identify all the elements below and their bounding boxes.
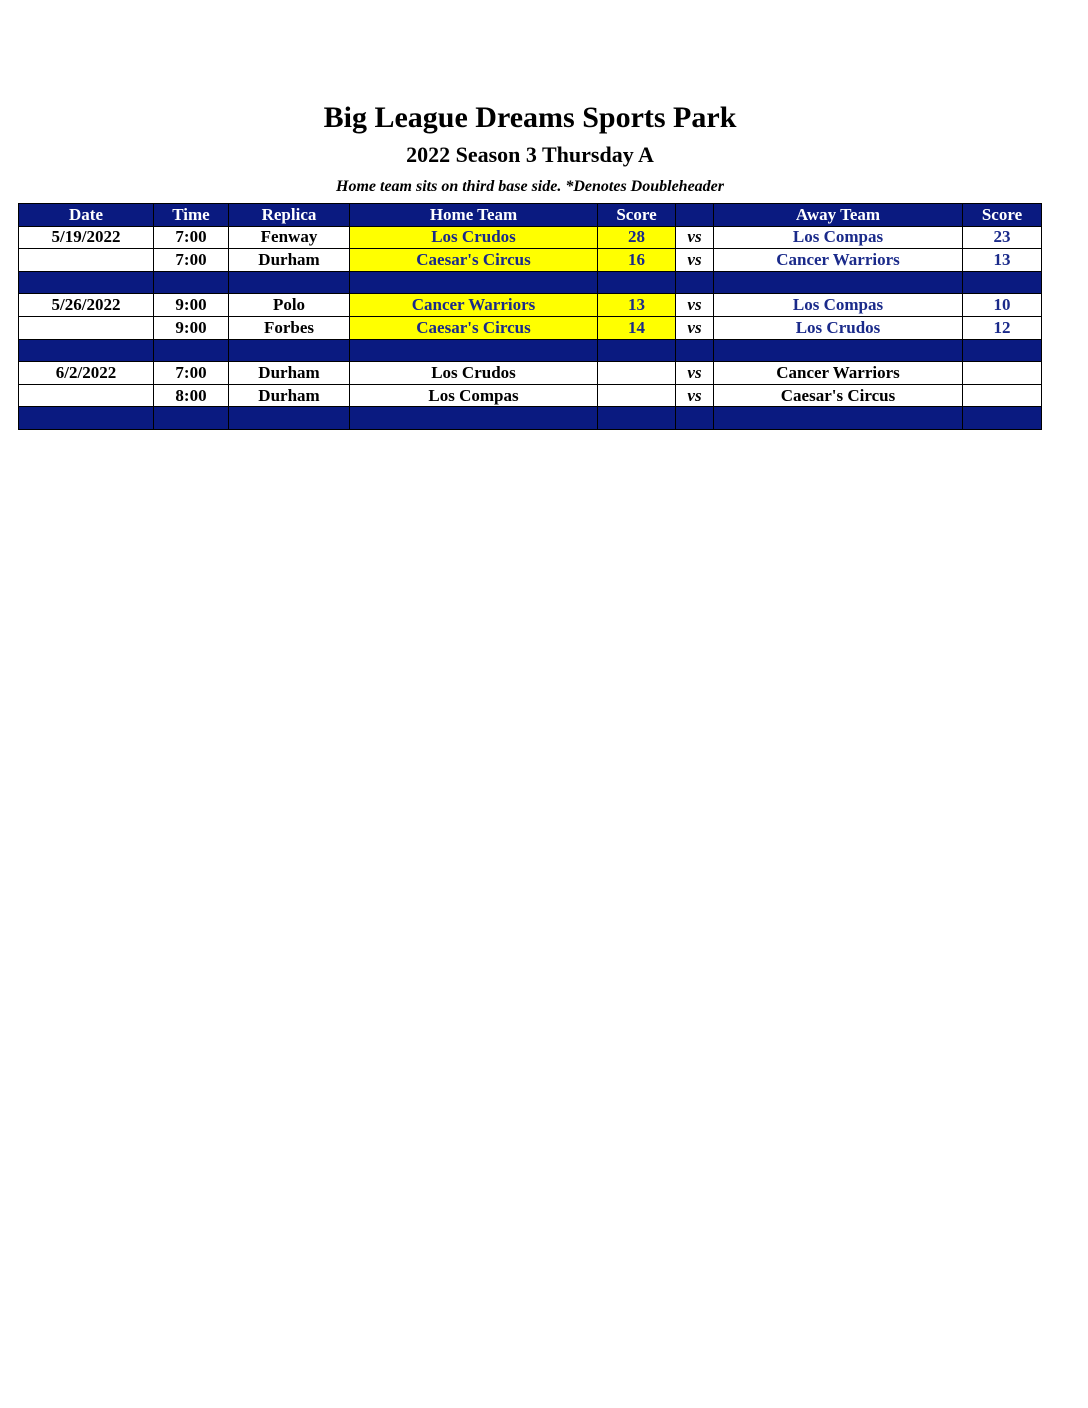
vs-label: vs [676,249,714,272]
home-team: Caesar's Circus [350,249,598,272]
header-row [19,204,1042,227]
home-team: Caesar's Circus [350,316,598,339]
away-team: Los Crudos [714,316,963,339]
home-team: Los Compas [350,384,598,407]
home-score: 16 [598,249,676,272]
game-time: 7:00 [154,249,229,272]
game-time: 7:00 [154,226,229,249]
vs-label: vs [676,384,714,407]
game-time: 9:00 [154,294,229,317]
home-score: 28 [598,226,676,249]
game-date [19,249,154,272]
col-away-team-header: Away Team [714,204,963,227]
game-replica: Durham [229,384,350,407]
away-team: Cancer Warriors [714,249,963,272]
home-score: 14 [598,316,676,339]
table-row [19,384,1042,407]
away-score: 23 [963,226,1042,249]
schedule-table [18,203,1042,430]
table-row [19,226,1042,249]
separator-row [19,339,1042,362]
away-score [963,362,1042,385]
col-vs-header [676,204,714,227]
home-score [598,384,676,407]
away-team: Los Compas [714,294,963,317]
away-score: 12 [963,316,1042,339]
away-team: Caesar's Circus [714,384,963,407]
away-score: 10 [963,294,1042,317]
game-time: 9:00 [154,316,229,339]
vs-label: vs [676,226,714,249]
game-date [19,316,154,339]
table-row [19,249,1042,272]
home-team: Los Crudos [350,226,598,249]
page-title: Big League Dreams Sports Park [323,101,737,134]
away-score [963,384,1042,407]
separator-row [19,271,1042,294]
game-replica: Durham [229,249,350,272]
home-score: 13 [598,294,676,317]
schedule-note: Home team sits on third base side. *Denotes Doubleheader [336,178,724,195]
game-replica: Durham [229,362,350,385]
game-replica: Fenway [229,226,350,249]
season-subtitle: 2022 Season 3 Thursday A [406,142,654,167]
vs-label: vs [676,294,714,317]
table-row [19,294,1042,317]
game-time: 8:00 [154,384,229,407]
game-replica: Polo [229,294,350,317]
game-date: 5/19/2022 [19,226,154,249]
game-replica: Forbes [229,316,350,339]
table-row [19,316,1042,339]
separator-row [19,407,1042,430]
away-team: Cancer Warriors [714,362,963,385]
home-score [598,362,676,385]
col-time-header: Time [154,204,229,227]
col-home-team-header: Home Team [350,204,598,227]
game-date: 5/26/2022 [19,294,154,317]
col-date-header: Date [19,204,154,227]
home-team: Los Crudos [350,362,598,385]
game-date: 6/2/2022 [19,362,154,385]
game-time: 7:00 [154,362,229,385]
vs-label: vs [676,362,714,385]
col-away-score-header: Score [963,204,1042,227]
away-team: Los Compas [714,226,963,249]
col-replica-header: Replica [229,204,350,227]
game-date [19,384,154,407]
away-score: 13 [963,249,1042,272]
table-row [19,362,1042,385]
col-home-score-header: Score [598,204,676,227]
home-team: Cancer Warriors [350,294,598,317]
vs-label: vs [676,316,714,339]
